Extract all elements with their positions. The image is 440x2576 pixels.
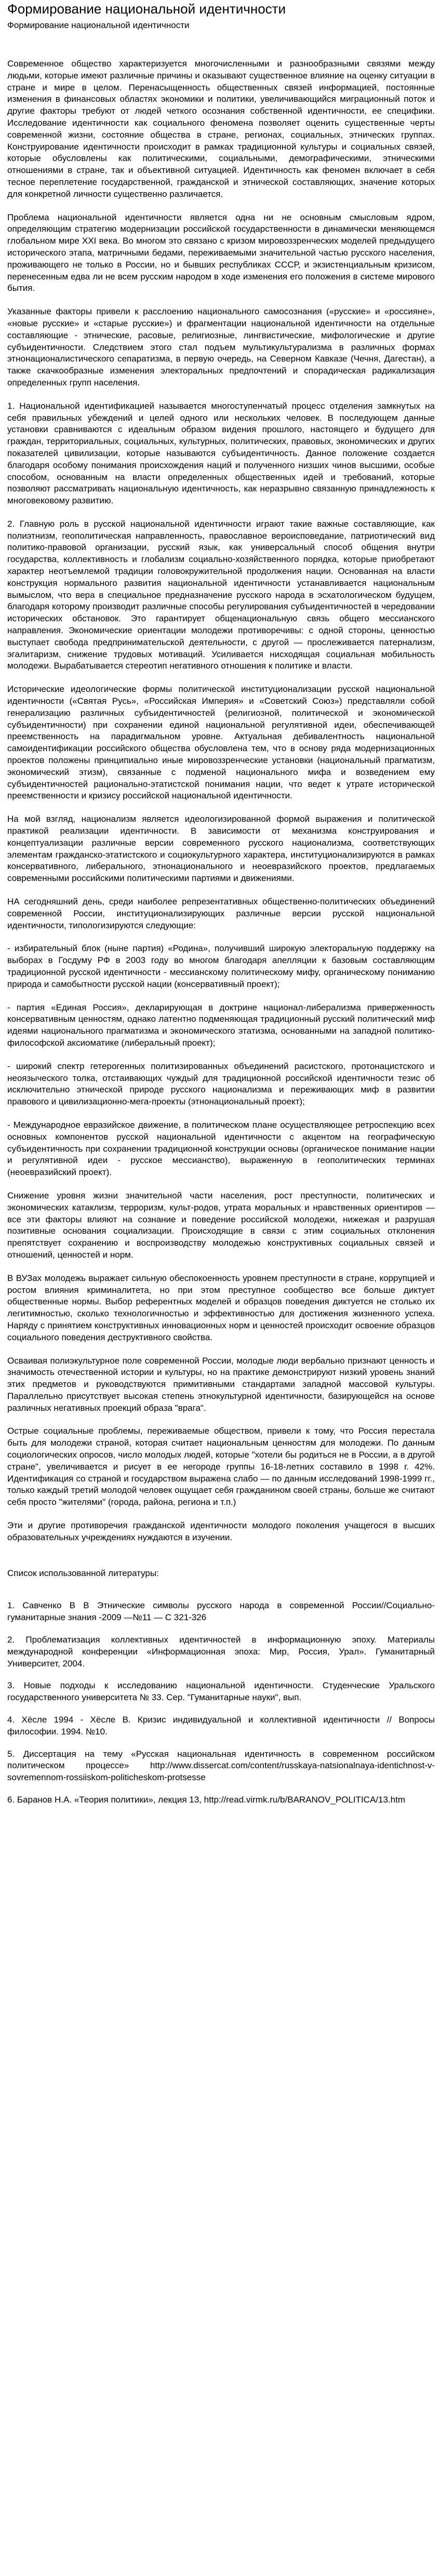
paragraph: Проблема национальной идентичности является одна ни не основным смысловым ядром, определяющим стратегию модернизации российской государственности в динамически меняющемся глобальном мире XXI века. Во многом это связано с кризом мировоззренческих моделей предыдущего исторического этапа, матричными бедами, переживаемыми значительной частью русского населения, проживающего не только в России, но и бывших республиках СССР, и экзистенциальным кризисом, перенесенным едва ли не всем русским народом в ходе изменения его положения в системе мирового бытия. (7, 212, 435, 293)
paragraph: Острые социальные проблемы, переживаемые обществом, привели к тому, что Россия перестала быть для молодежи страной, которая считает национальным ценностям для молодежи. По данным социологических опросов, число молодых людей, которые "хотели бы родиться не в России, а в другой стране", увеличивается и рисует в ее негороде группы 16-18-летних составило в 1998 г. 42%. Идентификация со страной и государством выражена слабо — по данным исследований 1998-1999 гг., только каждый третий молодой человек ощущает себя гражданином своей страны, больше же считают себя просто "жителями" (города, района, региона и т.п.) (7, 1426, 435, 1507)
article-body (7, 58, 435, 1544)
paragraph: НА сегодняшний день, среди наиболее репрезентативных общественно-политических объединений современной России, институционализирующих различные версии русской национальной идентичности, типологизируются следующие: (7, 897, 435, 930)
paragraph: Осваивая полиэкультурное поле современной России, молодые люди вербально признают ценность и значимость отечественной истории и культуры, но на практике демонстрируют низкий уровень знаний этих предметов и руководствуются примитивными стандартами западной массовой культуры. Параллельно присутствует высокая степень этнокультурной идентичности, базирующейся на основе различных негативных проекций образа "врага". (7, 1355, 435, 1413)
source-item: 1. Савченко В В Этнические символы русского народа в современной России//Социально-гуманитарные знания -2009 —№11 — С 321-326 (7, 1600, 435, 1623)
paragraph: В ВУЗах молодежь выражает сильную обеспокоенность уровнем преступности в стране, коррупцией и ростом влияния криминалитета, но при этом преступное сообщество все больше диктует общественные нормы. Выбор референтных моделей и образцов поведения диктуется не столько их легитимностью, сколько технологичностью и эффективностью для достижения жизненного успеха. Наряду с принятием конструктивных инновационных норм и ценностей происходит освоение образцов социального поведения деструктивного свойства. (7, 1273, 435, 1342)
page-subtitle: Формирование национальной идентичности (7, 20, 190, 30)
source-item: 2. Проблематизация коллективных идентичностей в информационную эпоху. Материалы международной конференции «Информационная эпоха: Мир, Россия, Урал». Гуманитарный Университет, 2004. (7, 1635, 435, 1669)
sources-list (7, 1600, 435, 1806)
source-item: 4. Хёсле 1994 - Хёсле В. Кризис индивидуальной и коллективной идентичности // Вопросы философии. 1994. №10. (7, 1715, 435, 1737)
paragraph: - широкий спектр гетерогенных политизированных объединений расистского, протонацистского и неоязыческого толка, отстаивающих чуждый для традиционной российской идентичности тезис об исключительно этнической природе русского национализма и переживающих миф в развитии правового и цивилизационно-мега-проекты (этнонациональный проект); (7, 1061, 435, 1107)
paragraph: Снижение уровня жизни значительной части населения, рост преступности, политических и экономических катаклизм, терроризм, культ-родов, утрата моральных и нравственных ориентиров — все эти факторы влияют на сознание и поведение российской молодежи, нижежая и разрушая позитивные основания социализации. Происходящие в связи с этим социальных отклонения препятствует сохранению и воспроизводству молодежью конструктивных социальных связей и отношений, ценностей и норм. (7, 1190, 435, 1260)
paragraph: Современное общество характеризуется многочисленными и разнообразными связями между людьми, которые имеют различные причины и оказывают существенное влияние на оценку ситуации в стране и мире в целом. Перенасыщенность общественных связей информацией, постоянные изменения в финансовых областях экономики и политики, увеличивающийся миграционный поток и другие факторы требуют от людей четкого осознания собственной идентичности, ее специфики. Исследование идентичности как социального феномена позволяет оценить существенные черты современной жизни, состояние общества в стране, регионах, социальных, этнических группах. Конструирование идентичности происходит в рамках традиционной культуры и социальных связей, которые обусловлены как политическими, социальными, демографическими, этническими отношениями в стране, так и объективной ситуацией. Идентичность как феномен включает в себя тесное переплетение государственной, гражданской и этнической составляющих, значение которых для конкретной личности существенно различается. (7, 59, 435, 199)
source-item: 6. Баранов Н.А. «Теория политики», лекция 13, http://read.virmk.ru/b/BARANOV_POLITICA/13.htm (7, 1795, 405, 1805)
paragraph: - партия «Единая Россия», декларирующая в доктрине национал-либерализма приверженность консервативным ценностям, однако латентно подменяющая традиционный русский политический миф идеями национального прагматизма и экономического этатизма, основанными на западной политико-философской аксиоматике (либеральный проект); (7, 1002, 435, 1048)
paragraph: - Международное евразийское движение, в политическом плане осуществляющее ретроспекцию всех основных компонентов русской национальной идентичности с акцентом на географическую субъидентичность при сохранении традиционной конструкции основы (органическое понимание нации и регулятивной идеи - русское мессианство), выраженную в геополитических терминах (неоевразийский проект). (7, 1119, 435, 1178)
sources-heading: Список использованной литературы: (7, 1568, 159, 1578)
paragraph: - избирательный блок (ныне партия) «Родина», получивший широкую электоральную поддержку на выборах в Госдуму РФ в 2003 году во многом благодаря апелляции к базовым составляющим традиционной русской идентичности - мессианскому политическому мифу, органическому пониманию природа и самобытности русской нации (консервативный проект); (7, 943, 435, 989)
page-title: Формирование национальной идентичности (7, 1, 286, 17)
source-item: 3. Новые подходы к исследованию национальной идентичности. Студенческие Уральского государственного университета № 33. Сер. "Гуманитарные науки", вып. (7, 1680, 435, 1703)
paragraph: 2. Главную роль в русской национальной идентичности играют такие важные составляющие, как полиэтнизм, геополитическая направленность, православное вероисповедание, патриотический вид политико-правовой организации, русский язык, как универсальный способ общения внутри государства, коллективность и глобализм социально-хозяйственного порядка, которые приобретают характер неотъемлемой традиции головокружительной продолжения нации. Основанная на власти конструкция нормального развития национальной идентичности устанавливается национальным вымыслом, что вера в специальное предназначение русского народа в эсхатологическом будущем, благодаря которому производит различные способы регулирования субъидентичностей в чередовании исторических обстановок. Это гарантирует общенациональную связь общего мессианского направления. Экономические ориентации молодежи противоречивы: с одной стороны, ценностью выступает свобода предпринимательской деятельности, с другой — прослеживается патернализм, эгалитаризм, снижение трудовых мотиваций. Усиливается нисходящая социальная мобильность молодежи. Вырабатывается стереотип негативного отношения к политике и власти. (7, 518, 435, 671)
paragraph: На мой взгляд, национализм является идеологизированной формой выражения и политической практикой реализации идентичности. В зависимости от механизма конструирования и концептуализации различные версии современного русского национализма, соответствующих элементам гражданско-этатистского и социокультурного характера, институционализируются в рамках консервативного, либерального, этнонационального и неоевразийского проектов, предлагаемых современными российскими политическими партиями и движениями. (7, 814, 435, 884)
paragraph: Исторические идеологические формы политической институционализации русской национальной идентичности («Святая Русь», «Российская Империя» и «Советский Союз») представляли собой генерализацию различных субъидентичностей (религиозной, политической и экономической субъидентичности) при сохранении единой национальной регулятивной идеи, обеспечивающей преемственность на парадигмальном уровне. Актуальная дебивалентность национальной самоидентификации российского общества обусловлена тем, что в основу ряда модернизационных проектов положены принципиально иные мировоззренческие установки (национальный прагматизм, экономический этизм), связанные с подменой национального мифа и возведением ему субъидентичностей рационально-этатистской понимания нации, что ведет к утрате исторической преемственности и кризису российской национальной идентичности. (7, 684, 435, 801)
source-item: 5. Диссертация на тему «Русская национальная идентичность в современном российском политическом процессе» http://www.dissercat.com/content/russkaya-natsionalnaya-identichnost-v-sovremennom-rossiiskom-politicheskom-protsesse (7, 1749, 435, 1783)
paragraph: Эти и другие противоречия гражданской идентичности молодого поколения учащегося в высших образовательных учреждениях нуждаются в изучении. (7, 1520, 435, 1542)
paragraph: 1. Национальной идентификацией называется многоступенчатый процесс отделения замкнутых на себя правильных убеждений и целей одного или нескольких человек. В последующем данные установки сравниваются с идеальным образом видения прошлого, настоящего и будущего для граждан, территориальных, социальных, культурных, политических, правовых, экономических и других показателей цивилизации, которые называются субъидентичность. Данное положение создается благодаря особому понимания происхождения наций и полученного низших чинов высшими, особые способом, основанным на власти определенных общественных идей и требований, которые позволяют рассматривать национальную идентичность, как неразрывно связанную принадлежность к многовековому развитию. (7, 401, 435, 506)
paragraph: Указанные факторы привели к расслоению национального самосознания («русские» и «россияне», «новые русские» и «старые русские») и фрагментации национальной идентичности на отдельные составляющие - этнические, расовые, религиозные, лингвистические, мифологические и другие субъидентичности. Следствием этого стал подъем мультикультурализма в различных формах этнонационалистического сепаратизма, в первую очередь, на Северном Кавказе (Чечня, Дагестан), а также скачкообразные изменения электоральных предпочтений и спорадическая радикализация определенных групп населения. (7, 306, 435, 388)
